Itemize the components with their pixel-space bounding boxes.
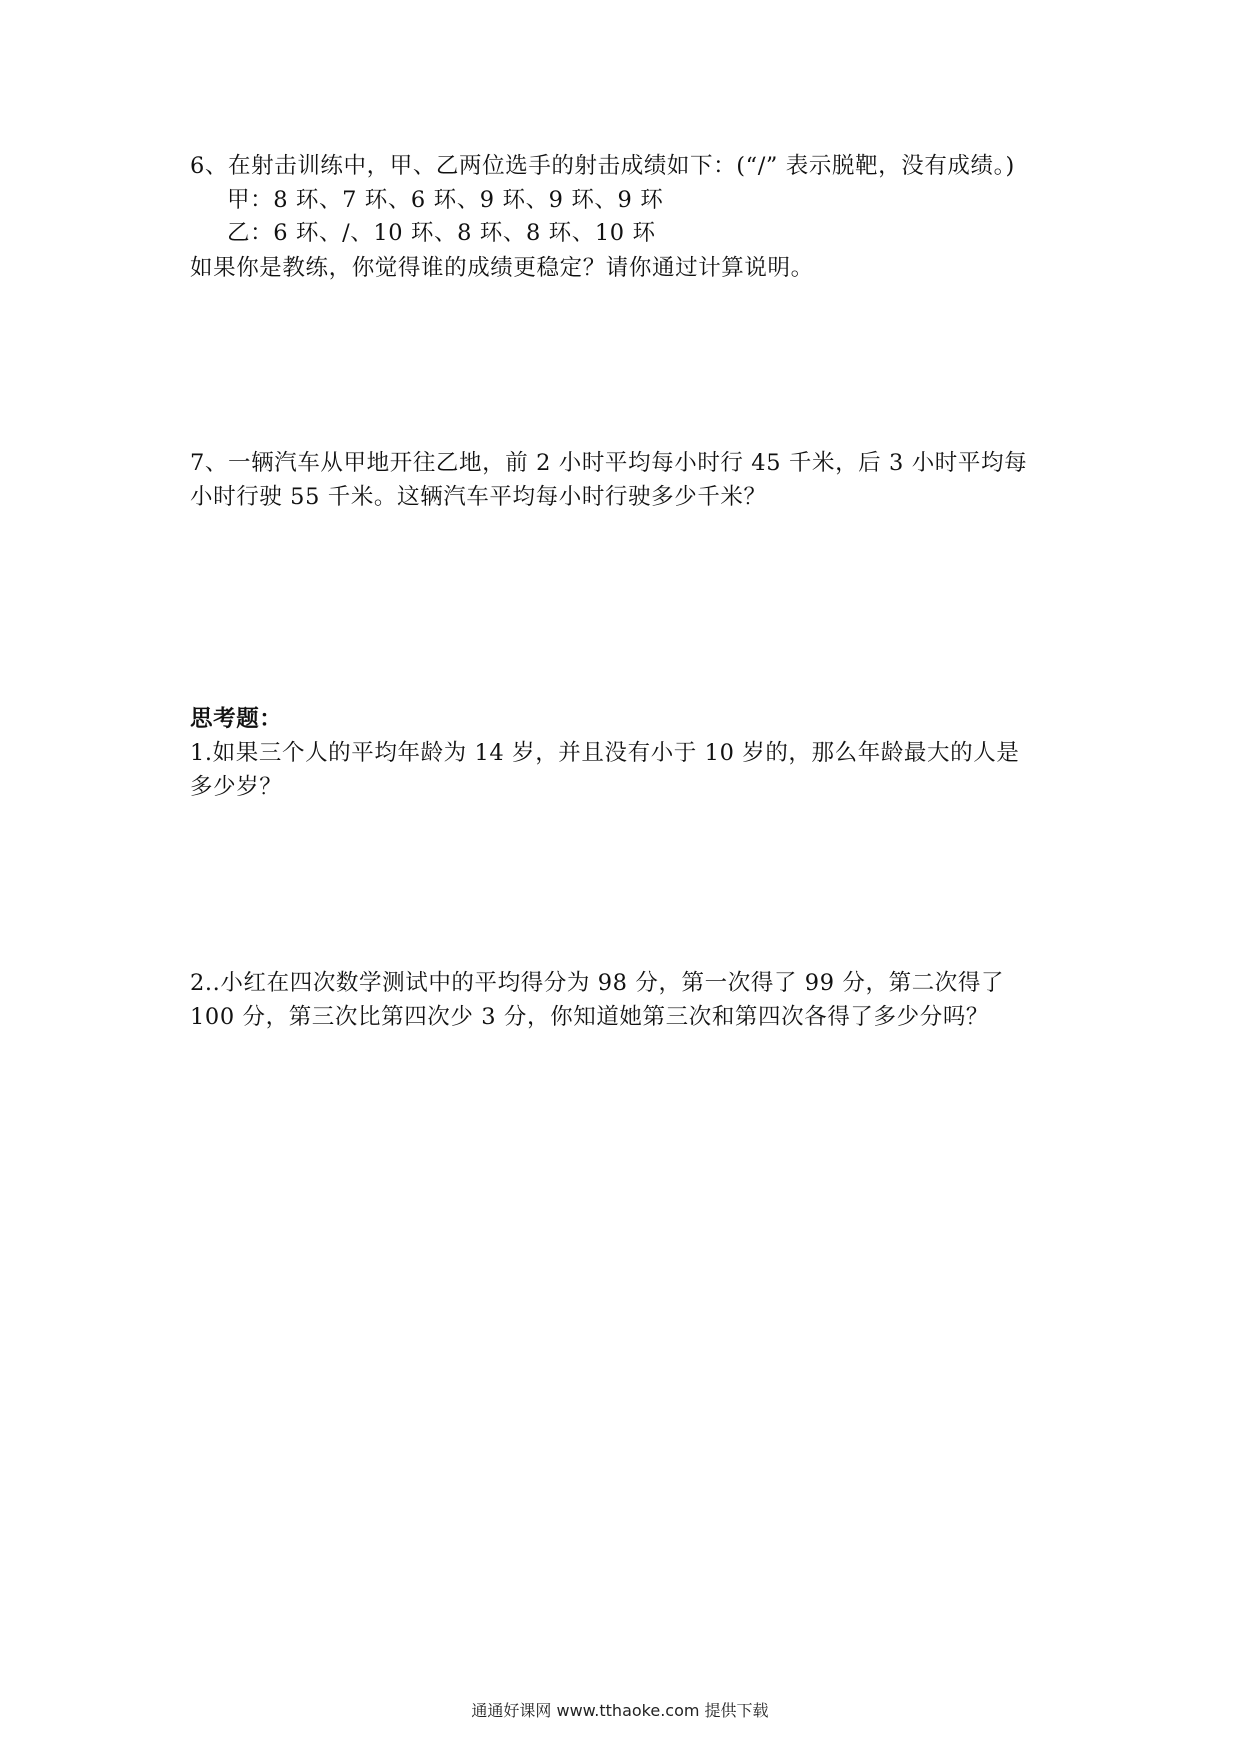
page-footer: 通通好课网 www.tthaoke.com 提供下载 [471,1701,769,1720]
q6-line-2: 甲：8 环、7 环、6 环、9 环、9 环、9 环 [227,187,664,213]
thinking-heading: 思考题： [190,706,283,732]
q6-line-1: 6、在射击训练中，甲、乙两位选手的射击成绩如下：(“/” 表示脱靶，没有成绩。) [190,153,1015,179]
thinking-q2-line-2: 100 分，第三次比第四次少 3 分，你知道她第三次和第四次各得了多少分吗？ [190,1004,990,1030]
thinking-q2-line-1: 2..小红在四次数学测试中的平均得分为 98 分，第一次得了 99 分，第二次得了 [190,970,1005,996]
thinking-q1-line-2: 多少岁？ [190,774,283,800]
q7-line-2: 小时行驶 55 千米。这辆汽车平均每小时行驶多少千米？ [190,484,767,510]
q6-line-4: 如果你是教练，你觉得谁的成绩更稳定？请你通过计算说明。 [190,255,814,281]
q6-line-3: 乙：6 环、/、10 环、8 环、8 环、10 环 [227,220,656,246]
thinking-q1-line-1: 1.如果三个人的平均年龄为 14 岁，并且没有小于 10 岁的，那么年龄最大的人是 [190,740,1020,766]
q7-line-1: 7、一辆汽车从甲地开往乙地，前 2 小时平均每小时行 45 千米，后 3 小时平均每 [190,450,1028,476]
